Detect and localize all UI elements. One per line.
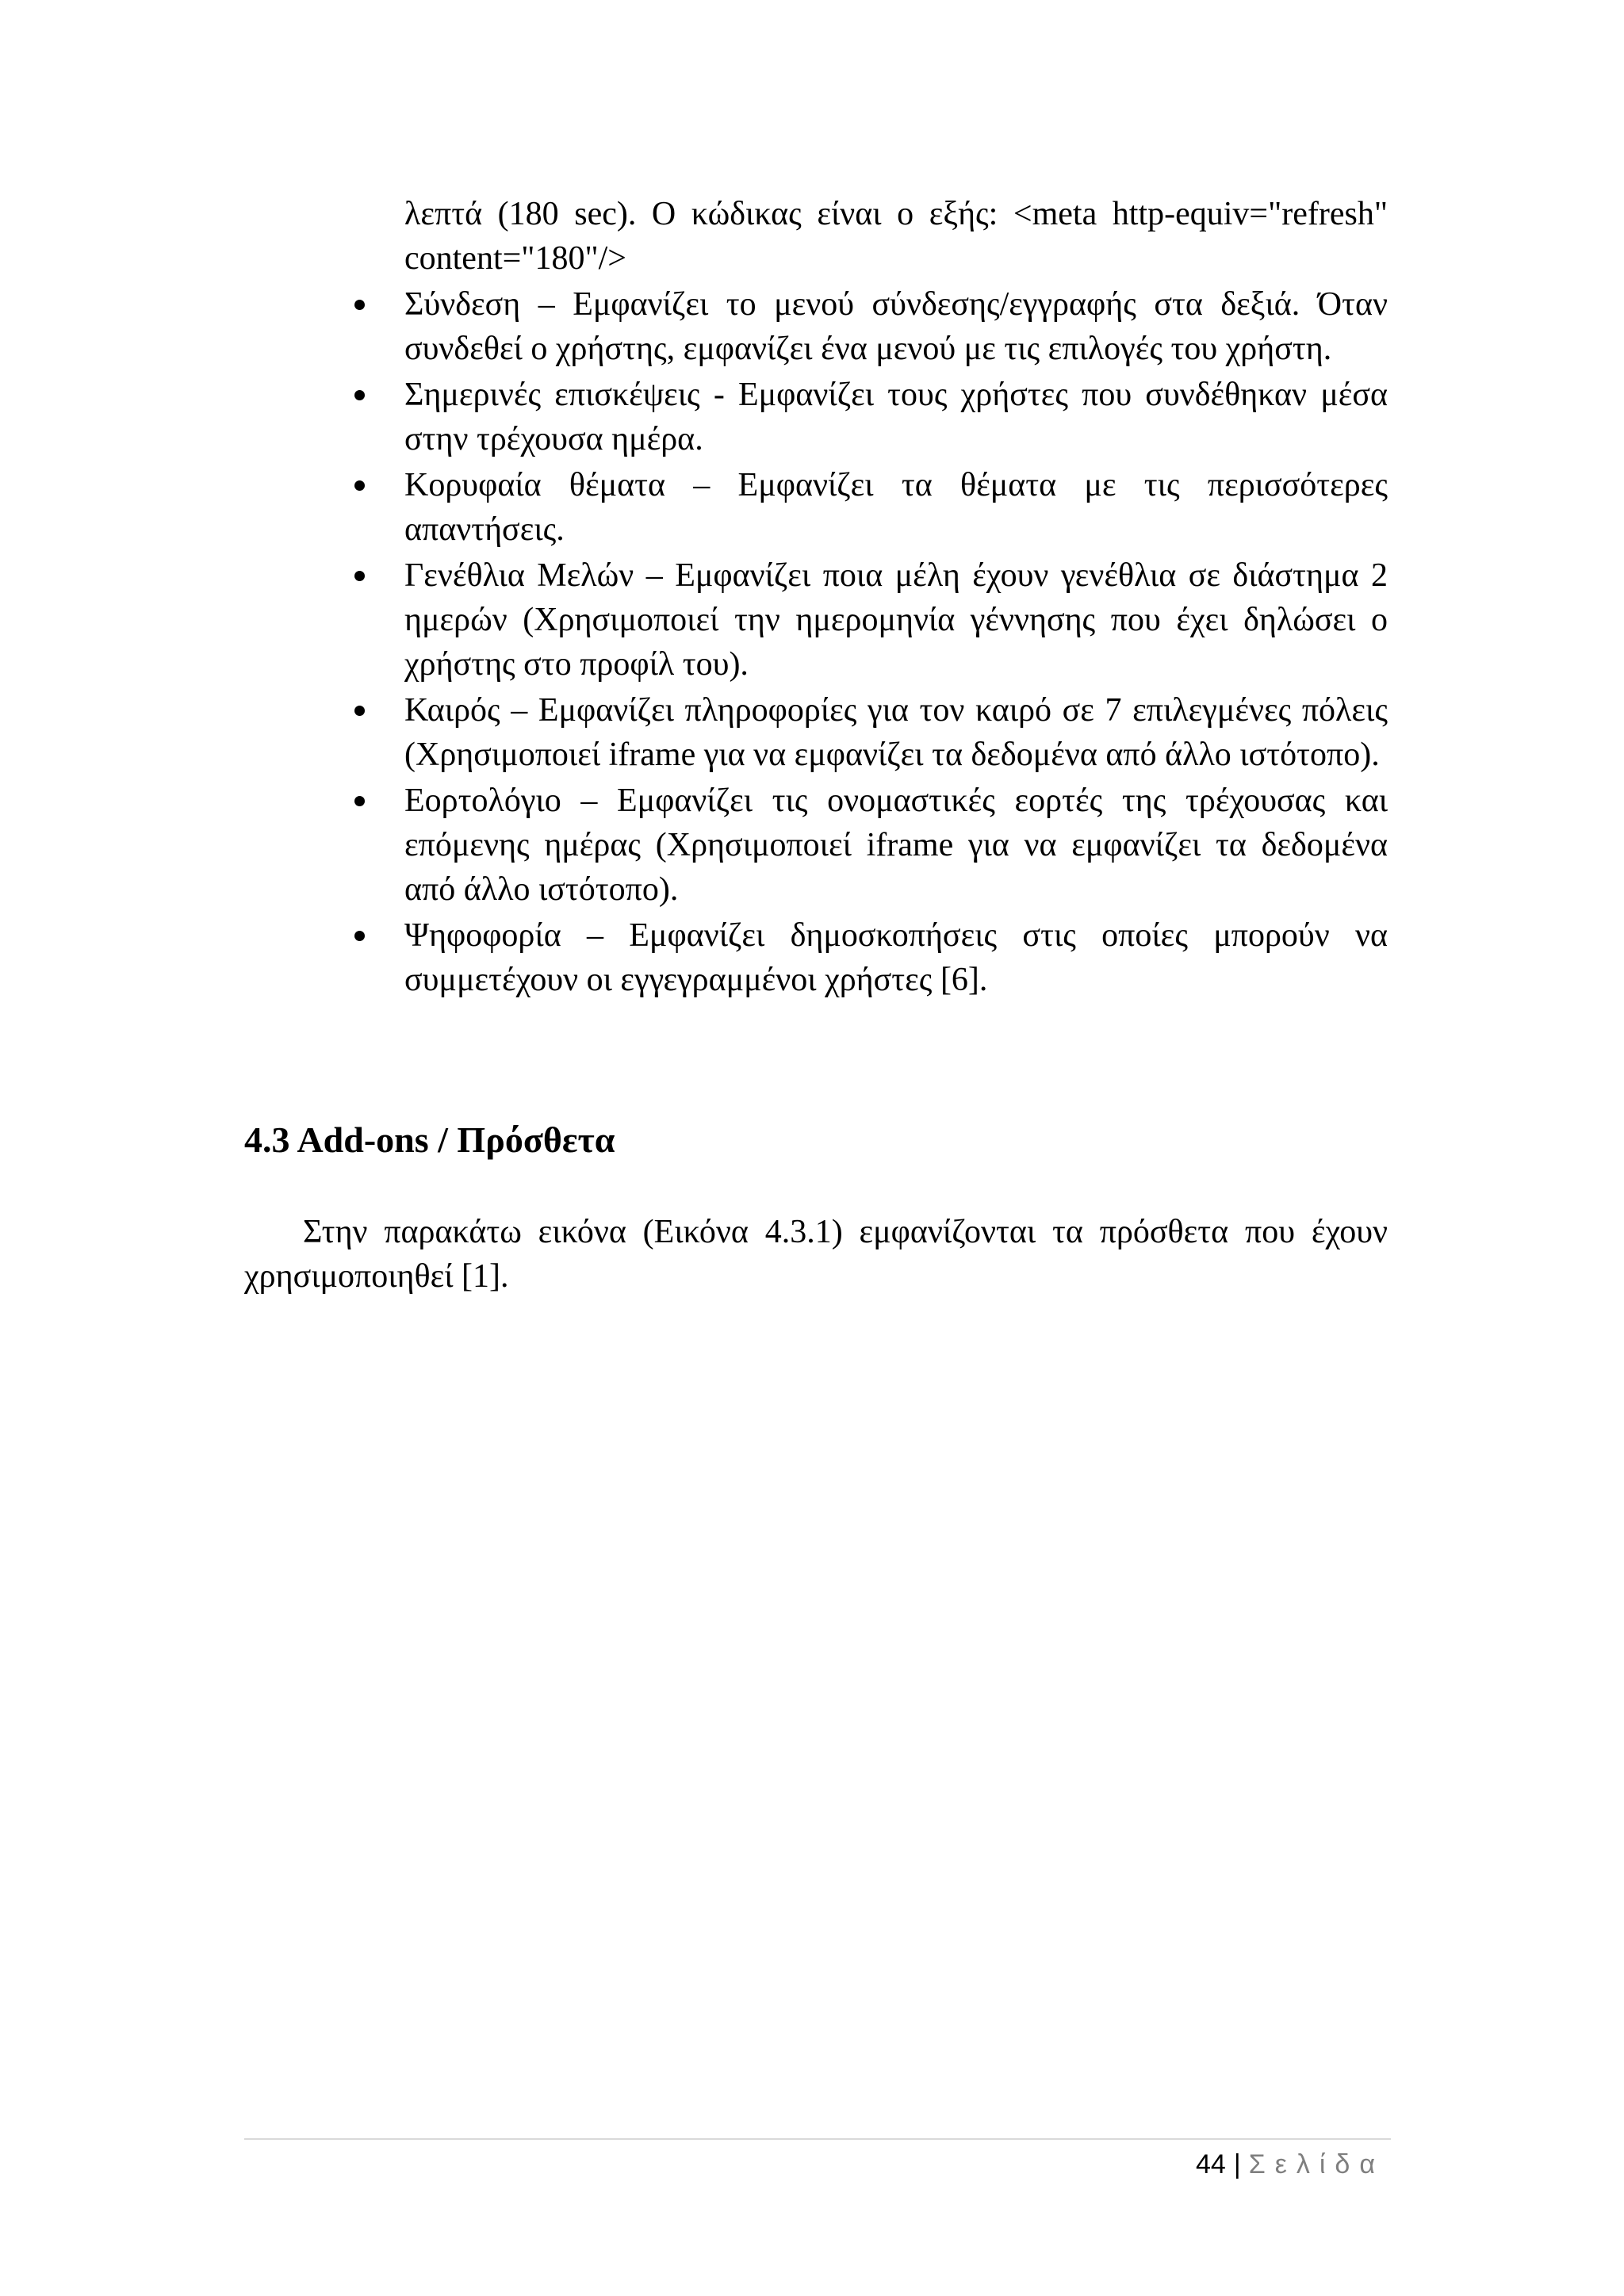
bullet-marker [354, 390, 365, 400]
bullet-marker [354, 480, 365, 491]
bullet-item-todays-visits [349, 373, 1388, 461]
bullet-text: Ψηφοφορία – Εμφανίζει δημοσκοπήσεις στις οποίες μπορούν να συμμετέχουν οι εγγεγραμμένοι χρήστες [6]. [404, 917, 1388, 998]
bullet-item-name-days [349, 779, 1388, 912]
footer-divider [244, 2138, 1391, 2140]
bullet-text: Γενέθλια Μελών – Εμφανίζει ποια μέλη έχουν γενέθλια σε διάστημα 2 ημερών (Χρησιμοποιεί την ημερομηνία γέννησης που έχει δηλώσει ο χρήστης στο προφίλ του). [404, 557, 1388, 683]
bullet-marker [354, 706, 365, 716]
section-heading: 4.3 Add-ons / Πρόσθετα [244, 1119, 615, 1160]
bullet-item-member-birthdays [349, 553, 1388, 687]
section-paragraph: Στην παρακάτω εικόνα (Εικόνα 4.3.1) εμφανίζονται τα πρόσθετα που έχουν χρησιμοποιηθεί [1]. [244, 1214, 1388, 1295]
bullet-item-top-topics [349, 463, 1388, 552]
bullet-text: Σύνδεση – Εμφανίζει το μενού σύνδεσης/εγγραφής στα δεξιά. Όταν συνδεθεί ο χρήστης, εμφανίζει ένα μενού με τις επιλογές του χρήστη. [404, 286, 1388, 367]
footer-separator: | [1233, 2149, 1241, 2179]
bullet-text: Κορυφαία θέματα – Εμφανίζει τα θέματα με τις περισσότερες απαντήσεις. [404, 467, 1388, 548]
bullet-marker [354, 931, 365, 941]
bullet-item-poll [349, 913, 1388, 1002]
feature-bullet-list [349, 282, 1388, 1004]
bullet-text: Σημερινές επισκέψεις - Εμφανίζει τους χρήστες που συνδέθηκαν μέσα στην τρέχουσα ημέρα. [404, 377, 1388, 457]
page-label: Σελίδα [1248, 2149, 1385, 2179]
bullet-marker [354, 571, 365, 581]
bullet-item-login [349, 282, 1388, 371]
page-footer [1196, 2147, 1385, 2182]
continuation-paragraph: λεπτά (180 sec). Ο κώδικας είναι ο εξής: <meta http-equiv="refresh" content="180"/> [404, 196, 1388, 277]
bullet-marker [354, 300, 365, 310]
page-number: 44 [1196, 2149, 1226, 2179]
bullet-item-weather [349, 688, 1388, 777]
bullet-marker [354, 796, 365, 806]
bullet-text: Καιρός – Εμφανίζει πληροφορίες για τον καιρό σε 7 επιλεγμένες πόλεις (Χρησιμοποιεί iframe για να εμφανίζει τα δεδομένα από άλλο ιστότοπο). [404, 692, 1388, 773]
bullet-text: Εορτολόγιο – Εμφανίζει τις ονομαστικές εορτές της τρέχουσας και επόμενης ημέρας (Χρησιμοποιεί iframe για να εμφανίζει τα δεδομένα από άλλο ιστότοπο). [404, 783, 1388, 908]
